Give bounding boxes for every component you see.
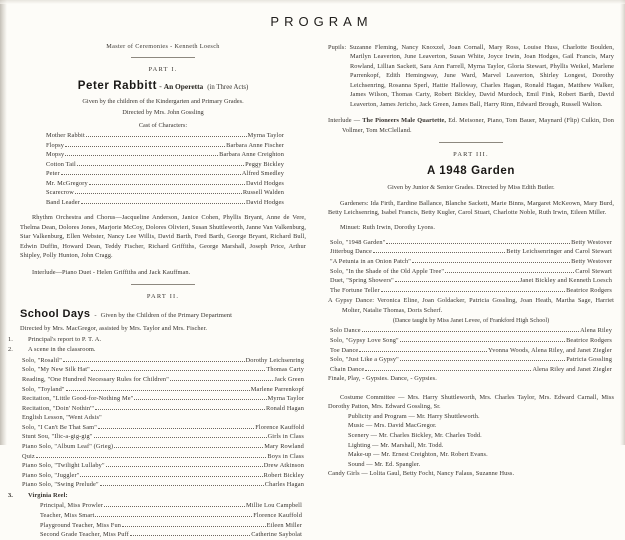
item-text: Virginia Reel: [28, 491, 68, 499]
scan-edge-top [0, 0, 625, 4]
program-number-row [22, 356, 304, 366]
program-number-row [330, 365, 612, 375]
dot-leader [66, 390, 250, 391]
number-title: Piano Solo, "Album Leaf" (Grieg) [22, 442, 114, 450]
cast-row [46, 141, 284, 151]
number-performer: Thomas Carty [266, 366, 304, 374]
number-title: Stunt Sou, "Ilic-a-gig-gig" [22, 433, 93, 441]
scan-edge-right [620, 0, 625, 445]
cast-role: Band Leader [46, 198, 80, 206]
dot-leader [395, 281, 519, 282]
costume-committee-members: Mrs. Harry Shuttleworth, Mrs. Charles Taylor, Mrs. Edward Carnall, Miss Dorothy Patton, Mrs. Edward Gossling, Sr. [328, 393, 614, 411]
cast-actor: David Hodges [245, 198, 284, 206]
program-number-row [330, 247, 612, 257]
part-2-numbers-list [20, 356, 306, 490]
cast-role: Cotton Tail [46, 160, 76, 168]
gardeners-names: Ida Firth, Eardine Ballance, Blanche Sackett, Marie Binns, Margaret McKeown, Mary Burd, Betty Leichsenring, Isabel Francis, Betty Kugler, Carol Stuart, Charlotte Noble, Ruth Irwin, Eileen Miller. [328, 199, 614, 217]
program-number-row [22, 480, 304, 490]
scan-edge-left [0, 0, 7, 445]
cast-role: Peter [46, 170, 60, 178]
program-number-row [22, 461, 304, 471]
part-3-label: PART III. [453, 150, 489, 158]
dot-leader [381, 291, 565, 292]
dot-leader [412, 262, 570, 263]
pupils-label: Pupils: [328, 44, 347, 51]
number-performer: Florence Kauffold [255, 423, 304, 431]
cast-role: Second Grade Teacher, Miss Puff [40, 531, 129, 539]
number-title: Solo, "1948 Garden" [330, 238, 386, 246]
program-columns [0, 43, 625, 540]
program-number-row [330, 257, 612, 267]
number-performer: Charles Hagan [264, 481, 304, 489]
dot-leader [89, 184, 245, 185]
dot-leader [362, 331, 579, 332]
dot-leader [122, 526, 266, 527]
number-performer: Ronald Hagan [266, 404, 304, 412]
number-performer: Janet Bickley and Kenneth Loesch [519, 277, 612, 285]
number-title: Duet, "Spring Showers" [330, 277, 394, 285]
gypsy-dance-roster [328, 296, 614, 315]
number-performer: Carol Stewart [575, 267, 612, 275]
dot-leader [106, 466, 263, 467]
minuet-line: Minuet: Ruth Irwin, Dorothy Lyons. [340, 224, 436, 232]
number-title: Jitterbug Dance [330, 248, 372, 256]
dot-leader [65, 155, 218, 156]
cast-role: Flopsy [46, 141, 65, 149]
program-number-row [330, 346, 612, 356]
dot-leader [170, 380, 273, 381]
part-3-given-by: Given by Junior & Senior Grades. Directed by Miss Edith Butler. [387, 184, 555, 192]
part-3-numbers-list [328, 238, 614, 295]
program-number-row [330, 238, 612, 248]
section-spacer [328, 384, 614, 393]
item-number: 3. [8, 491, 13, 499]
cast-actor: Florence Kauffold [253, 511, 302, 519]
number-title: Quiz [22, 452, 35, 460]
part-1-headline [20, 76, 306, 94]
dot-leader [94, 437, 267, 438]
number-performer: Beatrice Rodgers [566, 337, 612, 345]
right-column [328, 43, 614, 479]
dot-leader [104, 506, 245, 507]
cast-role: Scarecrow [46, 189, 74, 197]
committee-row: Scenery — Mr. Charles Bickley, Mr. Charles Todd. [348, 431, 482, 439]
gypsy-dance-label: A Gypsy Dance: [328, 297, 375, 305]
part-2-title: School Days [20, 308, 91, 321]
program-number-row [330, 336, 612, 346]
dot-leader [75, 193, 242, 194]
cast-row [46, 188, 284, 198]
part-1-male-quartette-interlude [328, 116, 614, 135]
dot-leader [445, 272, 574, 273]
virginia-reel-item [8, 491, 306, 501]
cast-role: Teacher, Miss Smart [40, 511, 95, 519]
cast-row [40, 511, 302, 521]
cast-role: Mopsy [46, 151, 65, 159]
program-number-row [22, 423, 304, 433]
item-text: Principal's report to P. T. A. [28, 335, 102, 343]
part-1-cast-list [20, 131, 306, 208]
dot-leader [373, 252, 505, 253]
interlude-label: Interlude — [328, 117, 363, 125]
cast-actor: David Hodges [245, 179, 284, 187]
cast-role: Mr. McGregory [46, 179, 88, 187]
part-1-directed-by: Directed by Mrs. John Gossling [122, 108, 204, 116]
dance-taught-by-note: (Dance taught by Miss Janet Levee, of Frankford High School) [392, 317, 550, 325]
cast-actor: Millie Lou Campbell [245, 502, 302, 510]
cast-actor: Barbara Anne Creighton [219, 151, 284, 159]
divider-rule-3 [439, 142, 503, 143]
part-1-given-by: Given by the children of the Kindergarten and Primary Grades. [82, 98, 244, 106]
number-performer: Betty Westover [571, 258, 612, 266]
item-text: A scene in the classroom. [28, 346, 96, 354]
number-title: Piano Solo, "Juggler" [22, 471, 80, 479]
program-number-row [22, 432, 304, 442]
number-performer: Myrna Taylor [267, 395, 304, 403]
number-title: Reading, "One Hundred Necessary Rules for Children" [22, 376, 169, 384]
divider-rule-2 [131, 284, 195, 285]
number-title: Chain Dance [330, 365, 365, 373]
cast-row [46, 150, 284, 160]
pupils-roster [328, 43, 614, 109]
dot-leader [81, 203, 245, 204]
committee-row: Publicity and Program — Mr. Harry Shuttleworth. [348, 412, 480, 420]
cast-row [46, 198, 284, 208]
number-title: Toe Dance [330, 346, 359, 354]
committee-row: Sound — Mr. Ed. Spangler. [348, 460, 421, 468]
part-2-item [8, 345, 306, 355]
program-number-row [330, 286, 612, 296]
dot-leader [36, 457, 267, 458]
rhythm-orchestra-roster [20, 213, 306, 260]
number-title: Solo, "Toyland" [22, 385, 65, 393]
dot-leader [95, 516, 252, 517]
dot-leader [400, 341, 565, 342]
page-title: PROGRAM [270, 14, 373, 29]
rhythm-orchestra-names: —Jacqueline Anderson, Janice Cohen, Phyllis Bryant, Anne de Vere, Thelma Dean, Dolores Jones, Marjorie McCoy, Dolores Olivieri, Susan Shuttleworth, Janne Van Valkenburg, Star Valkenburg, Ellen Webster, Nancy Lee Willis, David Barth, Fred Barth, George Bryant, Richard Bull, Edwin Duffin, Howard Dean, Teddy Fischer, Richard Griffiths, George Marshall, Joseph Price, Arthur Shipley, Polly Hunton, John Cragg. [20, 214, 306, 260]
number-title: Recitation, "Little Good-for-Nothing Me" [22, 395, 134, 403]
master-of-ceremonies: Master of Ceremonies - Kenneth Loesch [106, 43, 220, 50]
program-number-row [22, 365, 304, 375]
number-performer: Robert Bickley [263, 471, 304, 479]
left-column [8, 43, 306, 540]
gardeners-label: Gardeners: [340, 199, 369, 207]
costume-committee-line [328, 393, 614, 412]
program-number-row [22, 413, 304, 423]
item-number: 2. [8, 346, 13, 354]
virginia-reel-cast-list [20, 501, 306, 539]
part-2-dash: - [94, 312, 97, 320]
number-performer: Mary Rowland [264, 442, 304, 450]
dot-leader [98, 428, 254, 429]
committee-row: Make-up — Mr. Ernest Creighton, Mr. Robert Evans. [348, 451, 488, 459]
part-1-subtitle-bold: An Operetta [163, 82, 204, 91]
number-performer: Patricia Gossling [566, 356, 612, 364]
cast-actor: Barbara Anne Fischer [226, 141, 284, 149]
program-number-row [22, 404, 304, 414]
part-1-dash: - [159, 82, 162, 91]
number-performer: Drew Atkinson [263, 462, 304, 470]
number-title: Solo, "I Can't Be That Sam" [22, 423, 97, 431]
cast-actor: Eileen Miller [266, 521, 302, 529]
dot-leader [114, 447, 263, 448]
cast-of-characters-caption: Cast of Characters: [138, 121, 188, 129]
number-title: Solo, "Just Like a Gypsy" [330, 356, 399, 364]
part-3-headline [328, 161, 614, 179]
dot-leader [63, 361, 245, 362]
part-2-headline [20, 303, 306, 322]
committee-row: Music — Mrs. David MacGregor. [348, 422, 437, 430]
program-number-row [22, 385, 304, 395]
item-number: 1. [8, 335, 13, 343]
dot-leader [65, 146, 225, 147]
gypsy-dance-names: Veronica Eline, Joan Goldacker, Patricia Gossling, Joan Heath, Martha Sage, Harriet Molter, Natalie Thomas, Doris Scherf. [342, 297, 614, 314]
number-title: Piano Solo, "Swing Prelude" [22, 481, 99, 489]
number-performer: Alena Riley and Janet Ziegler [532, 365, 612, 373]
part-2-subtitle: Given by the Children of the Primary Department [100, 312, 232, 320]
committee-row: Lighting — Mr. Marshall, Mr. Todd. [348, 441, 444, 449]
dot-leader [80, 476, 262, 477]
number-performer: Girls in Class [267, 433, 304, 441]
divider-rule-1 [131, 57, 195, 58]
dot-leader [100, 485, 264, 486]
dot-leader [130, 535, 250, 536]
number-title: "A Petunia in an Onion Patch" [330, 258, 412, 266]
dot-leader [77, 165, 244, 166]
program-number-row [330, 276, 612, 286]
dot-leader [95, 409, 265, 410]
program-number-row [22, 452, 304, 462]
quartette-members: Ed. Meisoner, Piano, Tom Bauer, Maynard (Flip) Culkin, Don Vollmer, Tom McClelland. [342, 117, 614, 134]
part-1-title: Peter Rabbitt [77, 80, 158, 92]
cast-role: Principal, Miss Prowler [40, 502, 104, 510]
dot-leader [91, 370, 265, 371]
program-number-row [22, 394, 304, 404]
dot-leader [86, 136, 247, 137]
quartette-name: The Pioneers Male Quartette, [362, 117, 447, 125]
part-1-subtitle-plain: (in Three Acts) [207, 84, 249, 91]
cast-actor: Catherine Saybolat [251, 531, 302, 539]
number-performer: Alena Riley [580, 327, 612, 335]
program-number-row [330, 326, 612, 336]
dot-leader [61, 174, 241, 175]
number-performer: Dorothy Leichsenring [245, 356, 304, 364]
costume-committee-label: Costume Committee — [340, 393, 408, 401]
number-performer: Yvonna Woods, Alena Riley, and Janet Ziegler [488, 346, 612, 354]
number-title: English Lesson, "Went Adsis" [22, 414, 102, 422]
program-number-row [22, 442, 304, 452]
cast-actor: Peggy Bickley [245, 160, 284, 168]
number-performer: Betty Leichsenringer and Carol Stewart [506, 248, 612, 256]
dot-leader [386, 243, 570, 244]
committee-row: Candy Girls — Lolita Gaul, Betty Focht, Nancy Falaus, Suzanne Huss. [328, 470, 515, 478]
cast-row [40, 521, 302, 531]
finale-line: Finale, Play, - Gypsies. Dance, - Gypsies. [328, 375, 437, 383]
dot-leader [365, 370, 531, 371]
number-title: Solo, "My New Silk Hat" [22, 366, 90, 374]
number-title: Solo, "Rosalil" [22, 356, 62, 364]
number-title: Piano Solo, "Twilight Lullaby" [22, 462, 105, 470]
number-performer: Betty Westover [571, 238, 612, 246]
cast-row [40, 530, 302, 540]
committee-block [328, 393, 614, 479]
gardeners-roster [328, 199, 614, 218]
part-1-label: PART I. [148, 66, 178, 73]
cast-role: Mother Rabbit [46, 131, 85, 139]
part-2-directed-by: Directed by Mrs. MacGregor, assisted by Mrs. Taylor and Mrs. Fischer. [20, 325, 208, 333]
cast-row [46, 131, 284, 141]
rhythm-orchestra-label: Rhythm Orchestra and Chorus [32, 214, 116, 222]
part-2-label: PART II. [146, 293, 180, 301]
number-title: Solo, "In the Shade of the Old Apple Tree" [330, 267, 445, 275]
number-title: Recitation, "Doin' Nothin'" [22, 404, 95, 412]
number-performer: Boys in Class [267, 452, 304, 460]
dot-leader [134, 399, 266, 400]
number-title: The Fortune Teller [330, 286, 380, 294]
cast-role: Playground Teacher, Miss Fun [40, 521, 122, 529]
part-2-item [8, 335, 306, 345]
pupils-names: Suzanne Fleming, Nancy Knoxzel, Joan Cornall, Mary Ross, Louise Huss, Charlotte Boulden, Marilyn Leaverton, June Leaverton, Susan White, Joyce Irwin, Joan Hodges, Gail Francis, Mary Rowland, Lillian Sackett, Sara Ann Farrell, Myrna Taylor, Gloria Stewart, Phyllis Weikel, Marlene Parrenkopf, Edith Hemingway, June Ward, Marvel Leaverton, Shirley Longest, Dorothy Leichsenring, Rosanna Sperl, Hattie Halloway, Charles Hagan, Ronald Hagan, Matthew Walker, James Wilson, Thomas Carty, Robert Bickley, David Murdoch, Emil Fink, Robert Barth, David Leaverton, James Jericho, Jack Green, James Ball, Harry Rinn, Edward Brough, Russell Walton. [346, 44, 614, 108]
program-number-row [22, 375, 304, 385]
program-number-row [330, 355, 612, 365]
cast-actor: Russell Walden [242, 189, 284, 197]
cast-actor: Alfred Smedley [241, 170, 284, 178]
part-3-title: A 1948 Garden [427, 164, 515, 177]
cast-row [46, 169, 284, 179]
number-performer: Marlene Parrenkopf [250, 385, 304, 393]
dot-leader [400, 360, 565, 361]
number-title: Solo, "Gypsy Love Song" [330, 337, 399, 345]
cast-row [46, 160, 284, 170]
part-3-numbers-list-2 [328, 326, 614, 374]
program-number-row [22, 471, 304, 481]
cast-row [40, 501, 302, 511]
part-1-interlude: Interlude—Piano Duet - Helen Griffiths and Jack Kauffman. [32, 268, 191, 276]
dot-leader [359, 351, 487, 352]
cast-row [46, 179, 284, 189]
number-performer: Beatrice Rodgers [566, 286, 612, 294]
cast-actor: Myrna Taylor [247, 131, 284, 139]
number-performer: Jack Green [274, 376, 304, 384]
program-number-row [330, 267, 612, 277]
number-title: Solo Dance [330, 327, 361, 335]
